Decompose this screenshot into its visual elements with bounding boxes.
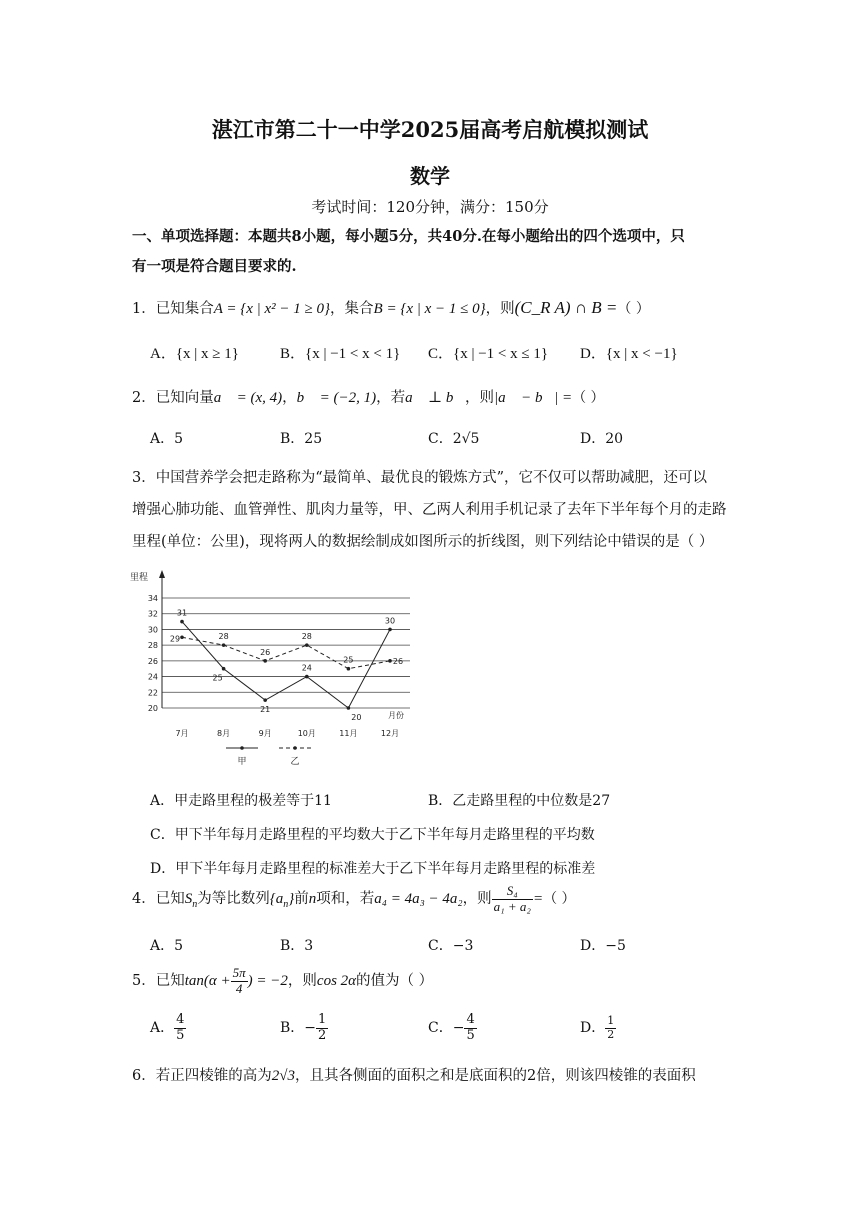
q4-paren: （ ）	[543, 891, 576, 907]
q4-mid2: 前	[294, 891, 309, 907]
legend-label: 甲	[237, 757, 247, 767]
q5-option-a	[150, 1010, 186, 1046]
q1-expr: (C_R A) ∩ B =	[514, 298, 618, 317]
q5-option-b-label: B．	[280, 1020, 305, 1036]
data-label: 25	[212, 673, 223, 683]
x-tick-label: 10月	[297, 729, 316, 738]
q4-an-open: {a	[269, 891, 284, 907]
q2-option-c: C．2√5	[428, 431, 480, 447]
series-line-jia	[182, 622, 390, 708]
data-point	[222, 667, 226, 671]
question-3-line2: 增强心肺功能、血管弹性、肌肉力量等，甲、乙两人利用手机记录了去年下半年每个月的走路	[132, 502, 727, 518]
q4-option-a: A．5	[150, 938, 184, 954]
question-3-line1: 3．中国营养学会把走路称为“最简单、最优良的锻炼方式”，它不仅可以帮助减肥，还可以	[132, 470, 708, 486]
question-3-line3: 里程(单位：公里)，现将两人的数据绘制成如图所示的折线图，则下列结论中错误的是（ ）	[132, 534, 714, 550]
q4-option-d: D．−5	[580, 938, 626, 954]
y-tick-label: 22	[147, 688, 158, 698]
q1-mid: ，集合	[330, 301, 374, 317]
x-tick-label: 9月	[258, 729, 272, 738]
series-line-yi	[182, 637, 390, 668]
q5-option-a-num: 4	[176, 1012, 185, 1028]
y-tick-label: 28	[147, 641, 158, 651]
q2-then: ，则	[465, 390, 495, 406]
q5-fraction	[231, 966, 248, 996]
data-point	[180, 620, 184, 624]
data-label: 29	[169, 634, 181, 644]
x-tick-label: 11月	[339, 729, 358, 738]
q5-prefix: 5．已知	[132, 973, 185, 989]
q4-prefix: 4．已知	[132, 891, 185, 907]
q6-height: 2√3	[271, 1068, 295, 1084]
q2-option-a: A．5	[150, 431, 184, 447]
q3-option-b: B．乙走路里程的中位数是27	[428, 793, 611, 809]
q5-option-c-label: C．	[428, 1020, 453, 1036]
data-label: 26	[392, 656, 404, 666]
section-heading-line1: 一、单项选择题：本题共8小题，每小题5分，共40分.在每小题给出的四个选项中，只	[132, 228, 685, 245]
exam-meta: 考试时间：120分钟，满分：150分	[311, 198, 549, 216]
q1-set-a: A = {x | x² − 1 ≥ 0}	[213, 301, 331, 317]
legend-marker	[240, 746, 244, 750]
q3-option-d: D．甲下半年每月走路里程的标准差大于乙下半年每月走路里程的标准差	[150, 861, 596, 877]
data-point	[347, 706, 351, 710]
data-point	[347, 667, 351, 671]
data-label: 20	[351, 713, 362, 722]
q5-option-c-sign: −	[452, 1020, 465, 1036]
data-point	[263, 698, 267, 702]
x-tick-label: 8月	[217, 729, 231, 738]
q5-option-b-num: 1	[318, 1012, 327, 1028]
q2-vector-a: a⃗ = (x, 4)	[213, 390, 283, 406]
q5-option-a-den: 5	[176, 1027, 185, 1043]
q4-sn-letter: S	[184, 891, 193, 907]
q2-option-d: D．20	[580, 431, 624, 447]
data-label: 30	[384, 616, 396, 626]
y-tick-label: 24	[147, 672, 158, 682]
q5-option-b-den: 2	[318, 1027, 327, 1043]
q1-option-c: C．{x | −1 < x ≤ 1}	[428, 346, 549, 362]
question-2	[132, 386, 605, 407]
q5-frac-den: 4	[235, 980, 243, 996]
q1-prefix: 1．已知集合	[132, 301, 214, 317]
q4-an-close: }	[288, 891, 295, 907]
q5-option-d-num: 1	[607, 1014, 615, 1028]
y-tick-label: 20	[147, 704, 158, 713]
q4-frac-den: a₁ + a₂	[493, 898, 531, 914]
q5-target: cos 2α	[316, 973, 357, 989]
walking-distance-line-chart	[120, 560, 430, 775]
q2-option-b: B．25	[280, 431, 323, 447]
q4-then: ，则	[462, 891, 492, 907]
q2-perp: a⃗ ⊥ b⃗	[405, 390, 466, 406]
data-label: 21	[260, 705, 271, 715]
x-tick-label: 12月	[380, 729, 400, 738]
legend-marker	[293, 746, 297, 750]
q1-then: ，则	[485, 301, 515, 317]
data-point	[388, 628, 392, 632]
y-tick-label: 30	[147, 625, 158, 635]
q2-expr: |a⃗ − b⃗| =	[494, 390, 573, 406]
q1-set-b: B = {x | x − 1 ≤ 0}	[373, 301, 486, 317]
q5-frac-num: 5π	[232, 965, 246, 981]
data-point	[222, 643, 226, 647]
q1-option-b: B．{x | −1 < x < 1}	[280, 346, 401, 362]
q5-option-d-den: 2	[607, 1027, 615, 1041]
y-tick-label: 34	[147, 594, 158, 603]
q4-eq: =	[532, 891, 544, 907]
q4-an	[269, 891, 295, 910]
q4-sn-sub: n	[192, 899, 198, 910]
y-tick-label: 32	[147, 609, 158, 619]
data-label: 25	[343, 655, 354, 665]
q5-tail: 的值为（ ）	[356, 973, 434, 989]
x-axis-label: 月份	[388, 711, 404, 720]
q2-comma: ，	[282, 390, 297, 406]
q4-option-c: C．−3	[428, 938, 474, 954]
q4-n: n	[308, 891, 317, 907]
q5-option-c	[428, 1010, 477, 1046]
question-4	[132, 884, 576, 920]
q4-option-b: B．3	[280, 938, 314, 954]
q4-mid3: 项和，若	[316, 891, 375, 907]
q3-option-a: A．甲走路里程的极差等于11	[150, 793, 332, 809]
q5-option-b-sign: −	[304, 1020, 317, 1036]
q2-vector-b: b⃗ = (−2, 1)	[296, 390, 377, 406]
q6-prefix: 6．若正四棱锥的高为	[132, 1068, 272, 1084]
q4-mid: 为等比数列	[197, 891, 270, 907]
data-point	[180, 635, 184, 639]
q5-option-c-num: 4	[466, 1012, 475, 1028]
data-label: 28	[301, 632, 312, 642]
section-heading-line2: 有一项是符合题目要求的.	[132, 258, 297, 275]
subject-title: 数学	[410, 164, 450, 188]
data-point	[388, 659, 392, 663]
q5-then: ，则	[287, 973, 317, 989]
data-point	[263, 659, 267, 663]
q1-paren: （ ）	[617, 301, 650, 317]
q5-expr-b: ) = −2	[247, 973, 288, 989]
x-tick-label: 7月	[175, 729, 189, 738]
question-6	[132, 1064, 696, 1085]
question-1	[132, 297, 650, 318]
q5-option-b	[280, 1010, 328, 1046]
q4-an-sub: n	[283, 899, 289, 910]
q4-sn	[184, 891, 198, 910]
legend-label: 乙	[290, 757, 300, 767]
q6-tail: ，且其各侧面的面积之和是底面积的2倍，则该四棱锥的表面积	[294, 1068, 696, 1084]
q2-prefix: 2．已知向量	[132, 390, 214, 406]
data-label: 31	[176, 608, 188, 618]
q2-paren: （ ）	[572, 390, 605, 406]
q4-fraction	[492, 884, 533, 914]
y-axis-label: 里程	[130, 573, 149, 583]
data-point	[305, 675, 309, 679]
exam-title: 湛江市第二十一中学2025届高考启航模拟测试	[211, 117, 649, 142]
data-label: 26	[260, 647, 271, 657]
q5-expr-a: tan(α +	[184, 973, 231, 989]
q4-condition: a₄ = 4a₃ − 4a₂	[374, 891, 463, 907]
q1-option-d: D．{x | x < −1}	[580, 346, 678, 362]
q3-option-c: C．甲下半年每月走路里程的平均数大于乙下半年每月走路里程的平均数	[150, 827, 595, 843]
q5-option-a-label: A．	[150, 1020, 175, 1036]
data-point	[305, 643, 309, 647]
q2-if: ，若	[376, 390, 406, 406]
y-axis-arrow	[159, 570, 165, 578]
data-label: 24	[301, 663, 312, 673]
q5-option-d	[580, 1010, 616, 1046]
q4-frac-num: S₄	[492, 884, 533, 899]
y-tick-label: 26	[147, 656, 158, 666]
q5-option-c-den: 5	[466, 1027, 475, 1043]
data-label: 28	[218, 632, 229, 642]
question-5	[132, 962, 433, 1000]
q5-option-d-label: D．	[580, 1020, 606, 1036]
q1-option-a: A．{x | x ≥ 1}	[150, 346, 239, 362]
